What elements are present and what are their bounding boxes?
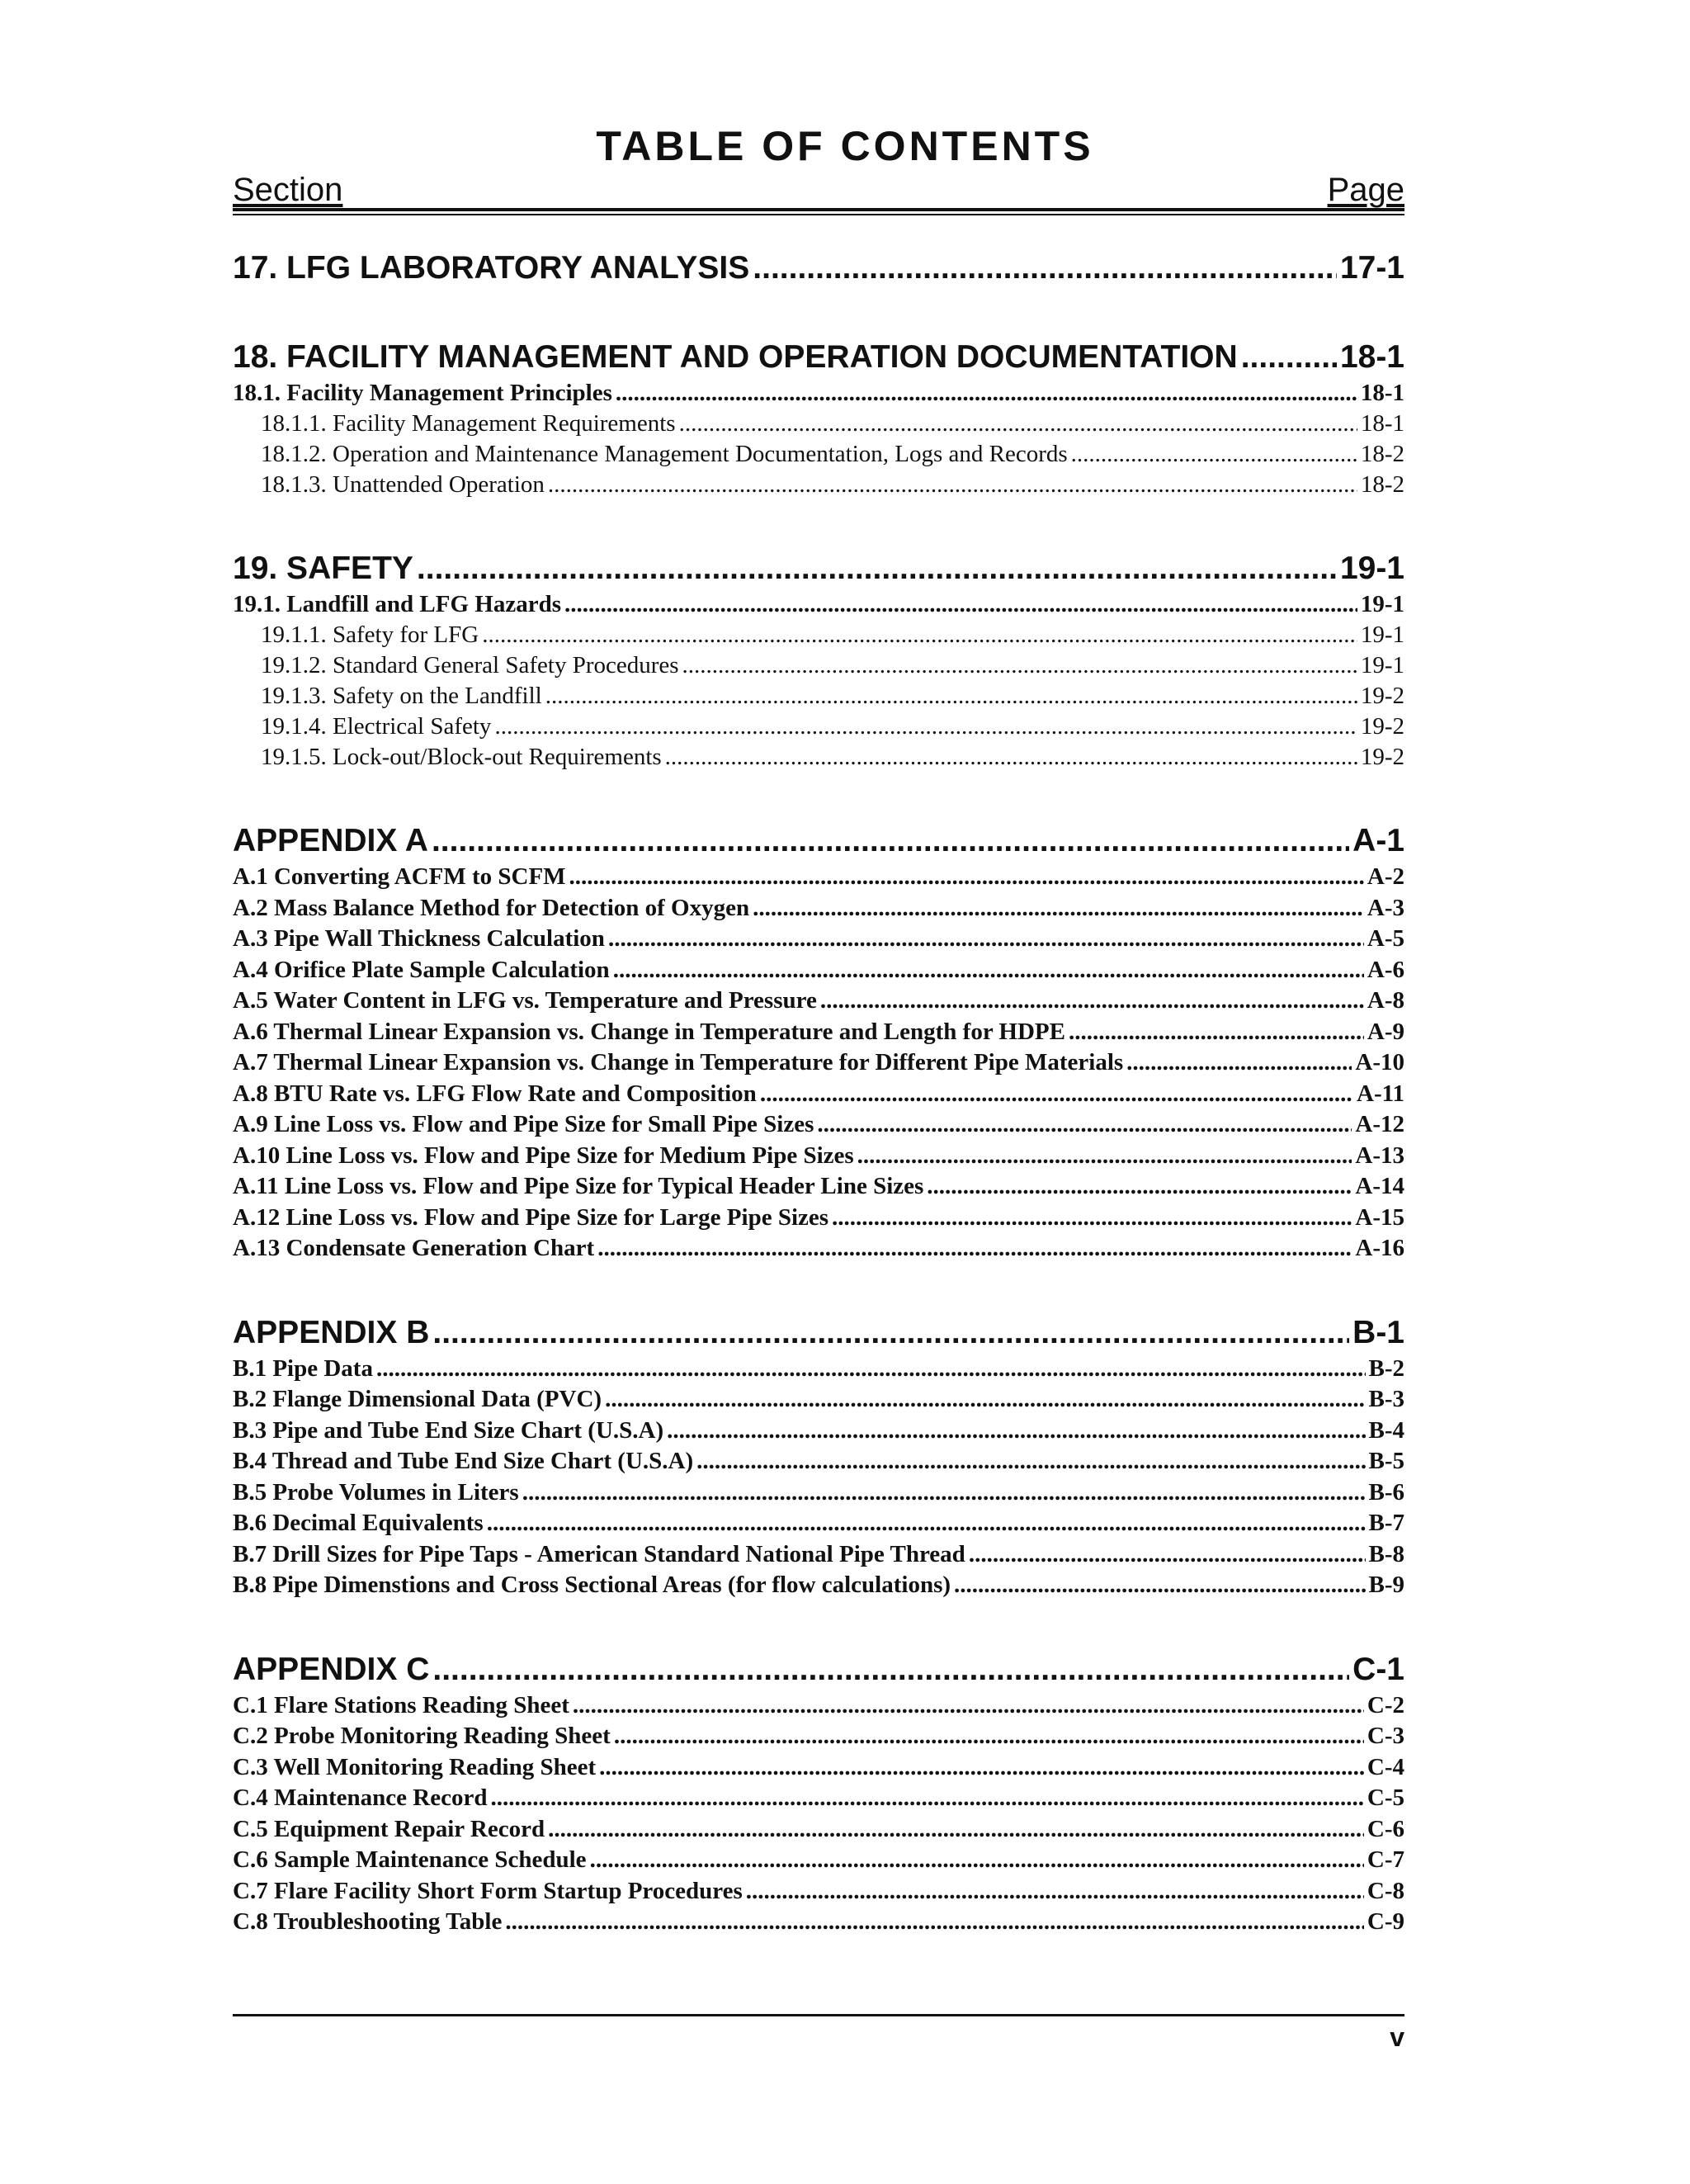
toc-entry-label: B.6 Decimal Equivalents (233, 1510, 484, 1536)
dot-leader (505, 1907, 1364, 1938)
toc-subsection-entry[interactable] (233, 1141, 1404, 1172)
toc-entry-page: 18-2 (1360, 471, 1404, 498)
toc-entry-page: A-8 (1367, 987, 1404, 1014)
toc-subsection-entry[interactable] (233, 1446, 1404, 1477)
toc-entry-label: C.2 Probe Monitoring Reading Sheet (233, 1723, 611, 1749)
toc-entry-label: 19.1.4. Electrical Safety (261, 713, 492, 740)
toc-entry-label: B.8 Pipe Dimenstions and Cross Sectional Areas (for flow calculations) (233, 1572, 951, 1598)
toc-subsection-entry[interactable] (233, 378, 1404, 409)
toc-entry-label: A.11 Line Loss vs. Flow and Pipe Size for Typical Header Line Sizes (233, 1173, 924, 1199)
toc-subsection-entry[interactable] (233, 1079, 1404, 1110)
toc-section-entry[interactable] (233, 337, 1404, 378)
toc-subsection-entry[interactable] (233, 409, 1404, 439)
toc-entry-label: A.4 Orifice Plate Sample Calculation (233, 956, 610, 983)
toc-entry-page: B-6 (1368, 1478, 1404, 1506)
dot-leader (832, 1203, 1352, 1234)
section-spacer (233, 1601, 1404, 1649)
toc-entry-label: A.5 Water Content in LFG vs. Temperature and Pressure (233, 987, 817, 1014)
toc-subsection-entry[interactable] (233, 1721, 1404, 1752)
toc-subsection-entry[interactable] (233, 862, 1404, 893)
dot-leader (753, 893, 1364, 924)
toc-subsection-entry[interactable] (233, 955, 1404, 986)
toc-entry-page: A-15 (1355, 1203, 1404, 1231)
toc-entry-label: B.7 Drill Sizes for Pipe Taps - American Standard National Pipe Thread (233, 1540, 965, 1567)
dot-leader (482, 620, 1357, 650)
toc-entry-label: C.5 Equipment Repair Record (233, 1815, 545, 1842)
section-spacer (233, 773, 1404, 820)
page-number: v (1390, 2022, 1404, 2052)
toc-subsection-entry[interactable] (233, 742, 1404, 773)
toc-subsection-entry[interactable] (233, 681, 1404, 711)
toc-entry-label: 18.1.3. Unattended Operation (261, 471, 545, 498)
dot-leader (605, 1384, 1365, 1416)
toc-entry-page: A-12 (1355, 1111, 1404, 1137)
dot-leader (614, 1721, 1364, 1752)
toc-entry-page: C-6 (1367, 1815, 1404, 1842)
dot-leader (597, 1233, 1352, 1265)
toc-entry-page: B-7 (1368, 1510, 1404, 1536)
page-title: TABLE OF CONTENTS (596, 123, 1094, 169)
toc-entry-page: A-16 (1355, 1235, 1404, 1261)
toc-entry-label: APPENDIX A (233, 823, 428, 858)
dot-leader (522, 1477, 1366, 1509)
toc-entry-label: A.7 Thermal Linear Expansion vs. Change in Temperature for Different Pipe Materials (233, 1049, 1124, 1075)
toc-subsection-entry[interactable] (233, 924, 1404, 955)
toc-entry-label: C.8 Troubleshooting Table (233, 1908, 503, 1935)
toc-entry-label: 19.1.5. Lock-out/Block-out Requirements (261, 744, 662, 770)
toc-entry-page: A-6 (1367, 956, 1404, 983)
dot-leader (969, 1539, 1366, 1571)
toc-entry-page: A-13 (1355, 1142, 1404, 1169)
toc-subsection-entry[interactable] (233, 650, 1404, 681)
toc-subsection-entry[interactable] (233, 711, 1404, 742)
toc-entry-page: A-1 (1352, 823, 1404, 858)
toc-entry-page: 19-1 (1339, 551, 1404, 586)
toc-section-entry[interactable] (233, 820, 1404, 862)
dot-leader (564, 589, 1357, 620)
dot-leader (746, 1876, 1364, 1907)
toc-subsection-entry[interactable] (233, 1876, 1404, 1907)
dot-leader (417, 548, 1337, 589)
toc-subsection-entry[interactable] (233, 1477, 1404, 1509)
toc-entry-page: B-3 (1368, 1386, 1404, 1412)
dot-leader (753, 248, 1337, 289)
toc-entry-label: 18.1.2. Operation and Maintenance Management Documentation, Logs and Records (261, 441, 1068, 467)
toc-entry-page: C-1 (1352, 1651, 1404, 1687)
dot-leader (817, 1109, 1352, 1141)
dot-leader (857, 1141, 1352, 1172)
dot-leader (1071, 439, 1357, 470)
dot-leader (590, 1845, 1364, 1876)
toc-entry-label: 19.1. Landfill and LFG Hazards (233, 591, 562, 617)
toc-entry-page: C-7 (1367, 1846, 1404, 1873)
page-column-header: Page (1327, 172, 1404, 208)
dot-leader (599, 1752, 1364, 1784)
dot-leader (432, 820, 1349, 862)
toc-entry-label: 19. SAFETY (233, 551, 413, 586)
section-spacer (233, 1265, 1404, 1312)
toc-entry-page: 17-1 (1339, 250, 1404, 286)
toc-entry-label: C.6 Sample Maintenance Schedule (233, 1846, 587, 1873)
toc-entry-label: C.1 Flare Stations Reading Sheet (233, 1691, 569, 1718)
toc-subsection-entry[interactable] (233, 1203, 1404, 1234)
dot-leader (613, 955, 1364, 986)
toc-entry-page: A-10 (1355, 1049, 1404, 1075)
dot-leader (545, 681, 1357, 711)
dot-leader (494, 711, 1357, 742)
toc-entry-label: C.4 Maintenance Record (233, 1785, 488, 1811)
toc-entry-page: B-2 (1368, 1354, 1404, 1382)
toc-subsection-entry[interactable] (233, 1690, 1404, 1722)
toc-entry-label: B.5 Probe Volumes in Liters (233, 1478, 519, 1506)
toc-entry-label: 19.1.3. Safety on the Landfill (261, 683, 542, 709)
toc-entry-page: C-4 (1367, 1753, 1404, 1780)
toc-subsection-entry[interactable] (233, 1047, 1404, 1079)
toc-entry-label: B.3 Pipe and Tube End Size Chart (U.S.A) (233, 1416, 664, 1444)
toc-subsection-entry[interactable] (233, 439, 1404, 470)
toc-section-entry[interactable] (233, 1649, 1404, 1690)
dot-leader (682, 650, 1357, 681)
toc-subsection-entry[interactable] (233, 1384, 1404, 1416)
toc-entry-label: A.9 Line Loss vs. Flow and Pipe Size for Small Pipe Sizes (233, 1111, 814, 1137)
table-of-contents (233, 248, 1404, 1938)
toc-entry-page: A-5 (1367, 925, 1404, 952)
toc-entry-label: 18.1. Facility Management Principles (233, 380, 612, 406)
toc-subsection-entry[interactable] (233, 1907, 1404, 1938)
section-column-header: Section (233, 172, 343, 208)
toc-subsection-entry[interactable] (233, 1814, 1404, 1846)
toc-entry-page: 19-2 (1360, 713, 1404, 740)
toc-entry-page: B-9 (1368, 1572, 1404, 1598)
toc-entry-label: C.7 Flare Facility Short Form Startup Procedures (233, 1877, 743, 1904)
toc-entry-label: APPENDIX C (233, 1651, 430, 1687)
dot-leader (760, 1079, 1353, 1110)
dot-leader (667, 1416, 1365, 1447)
dot-leader (616, 378, 1357, 409)
footer-rule (233, 2014, 1404, 2016)
toc-subsection-entry[interactable] (233, 1109, 1404, 1141)
toc-subsection-entry[interactable] (233, 1416, 1404, 1447)
toc-entry-label: C.3 Well Monitoring Reading Sheet (233, 1753, 597, 1780)
toc-entry-page: C-3 (1367, 1723, 1404, 1749)
toc-entry-label: 19.1.1. Safety for LFG (261, 622, 479, 648)
toc-entry-label: B.2 Flange Dimensional Data (PVC) (233, 1386, 602, 1412)
dot-leader (608, 924, 1364, 955)
toc-entry-page: 19-1 (1360, 591, 1404, 617)
toc-section-entry[interactable] (233, 248, 1404, 289)
dot-leader (1069, 1017, 1364, 1048)
dot-leader (432, 1312, 1349, 1354)
toc-entry-label: APPENDIX B (233, 1314, 430, 1350)
toc-entry-page: A-3 (1367, 894, 1404, 921)
toc-entry-page: B-5 (1368, 1448, 1404, 1474)
toc-subsection-entry[interactable] (233, 1570, 1404, 1601)
toc-entry-page: B-8 (1368, 1540, 1404, 1567)
toc-subsection-entry[interactable] (233, 1508, 1404, 1539)
toc-entry-page: C-5 (1367, 1785, 1404, 1811)
toc-entry-label: A.2 Mass Balance Method for Detection of Oxygen (233, 894, 750, 921)
toc-entry-label: A.10 Line Loss vs. Flow and Pipe Size for Medium Pipe Sizes (233, 1142, 854, 1169)
toc-entry-page: 18-1 (1360, 380, 1404, 406)
dot-leader (376, 1354, 1366, 1385)
toc-entry-label: 18. FACILITY MANAGEMENT AND OPERATION DOCUMENTATION (233, 339, 1238, 375)
section-spacer (233, 289, 1404, 337)
toc-subsection-entry[interactable] (233, 1017, 1404, 1048)
toc-entry-page: B-4 (1368, 1416, 1404, 1444)
dot-leader (569, 862, 1364, 893)
toc-entry-label: B.1 Pipe Data (233, 1354, 373, 1382)
toc-entry-page: 18-2 (1360, 441, 1404, 467)
section-spacer (233, 500, 1404, 548)
toc-subsection-entry[interactable] (233, 1783, 1404, 1814)
toc-entry-page: 19-1 (1360, 652, 1404, 678)
dot-leader (1126, 1047, 1352, 1079)
toc-subsection-entry[interactable] (233, 620, 1404, 650)
toc-entry-label: A.3 Pipe Wall Thickness Calculation (233, 925, 605, 952)
dot-leader (679, 409, 1357, 439)
toc-subsection-entry[interactable] (233, 1354, 1404, 1385)
dot-leader (487, 1508, 1366, 1539)
dot-leader (954, 1570, 1365, 1601)
header-rule-thin (233, 214, 1404, 215)
dot-leader (432, 1649, 1349, 1690)
toc-entry-label: A.8 BTU Rate vs. LFG Flow Rate and Composition (233, 1080, 757, 1107)
toc-subsection-entry[interactable] (233, 893, 1404, 924)
toc-subsection-entry[interactable] (233, 1845, 1404, 1876)
toc-entry-page: C-2 (1367, 1691, 1404, 1718)
toc-entry-page: A-2 (1367, 863, 1404, 890)
header-rule (233, 208, 1404, 211)
toc-subsection-entry[interactable] (233, 1171, 1404, 1203)
dot-leader (490, 1783, 1363, 1814)
dot-leader (548, 470, 1357, 500)
toc-entry-page: C-8 (1367, 1877, 1404, 1904)
dot-leader (1241, 337, 1337, 378)
toc-subsection-entry[interactable] (233, 1752, 1404, 1784)
toc-entry-page: C-9 (1367, 1908, 1404, 1935)
toc-entry-page: B-1 (1352, 1314, 1404, 1350)
toc-entry-label: 19.1.2. Standard General Safety Procedures (261, 652, 679, 678)
toc-entry-label: B.4 Thread and Tube End Size Chart (U.S.A) (233, 1448, 694, 1474)
dot-leader (820, 986, 1364, 1017)
toc-entry-label: A.12 Line Loss vs. Flow and Pipe Size for Large Pipe Sizes (233, 1203, 829, 1231)
dot-leader (696, 1446, 1365, 1477)
dot-leader (548, 1814, 1364, 1846)
toc-entry-page: 19-1 (1360, 622, 1404, 648)
dot-leader (927, 1171, 1352, 1203)
toc-entry-page: 18-1 (1339, 339, 1404, 375)
toc-entry-label: 17. LFG LABORATORY ANALYSIS (233, 250, 750, 286)
toc-entry-page: 18-1 (1360, 410, 1404, 437)
toc-subsection-entry[interactable] (233, 1233, 1404, 1265)
toc-entry-page: A-11 (1357, 1080, 1404, 1107)
toc-entry-label: 18.1.1. Facility Management Requirements (261, 410, 676, 437)
dot-leader (665, 742, 1357, 773)
toc-entry-page: 19-2 (1360, 744, 1404, 770)
toc-subsection-entry[interactable] (233, 470, 1404, 500)
toc-entry-page: A-9 (1367, 1018, 1404, 1045)
toc-subsection-entry[interactable] (233, 1539, 1404, 1571)
toc-subsection-entry[interactable] (233, 986, 1404, 1017)
toc-entry-label: A.13 Condensate Generation Chart (233, 1235, 595, 1261)
toc-section-entry[interactable] (233, 1312, 1404, 1354)
toc-entry-page: A-14 (1355, 1173, 1404, 1199)
toc-entry-page: 19-2 (1360, 683, 1404, 709)
toc-subsection-entry[interactable] (233, 589, 1404, 620)
toc-entry-label: A.1 Converting ACFM to SCFM (233, 863, 566, 890)
toc-entry-label: A.6 Thermal Linear Expansion vs. Change in Temperature and Length for HDPE (233, 1018, 1065, 1045)
dot-leader (573, 1690, 1364, 1722)
toc-section-entry[interactable] (233, 548, 1404, 589)
